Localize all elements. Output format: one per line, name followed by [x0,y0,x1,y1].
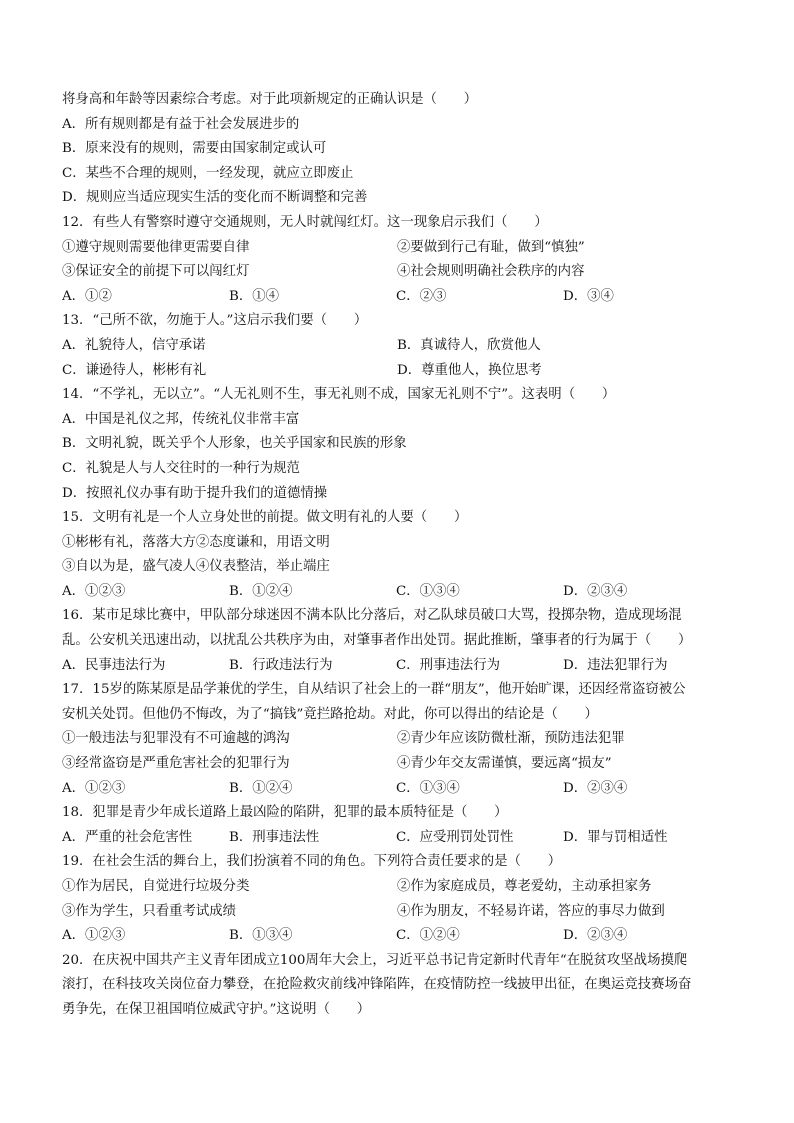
question-17-stem-line-2: 安机关处罚。但他仍不悔改，为了“搞钱”竟拦路抢劫。对此，你可以得出的结论是（ ） [62,706,598,722]
question-11-option-c: C．某些不合理的规则，一经发现，就应立即废止 [62,165,354,181]
question-20-stem-line-2: 滚打，在科技攻关岗位奋力攀登，在抢险救灾前线冲锋陷阵，在疫情防控一线披甲出征，在奥运竞技赛场奋 [62,977,692,993]
question-16-choice-b: B．行政违法行为 [229,657,333,673]
question-19-choices [62,924,732,949]
question-18-choice-b: B．刑事违法性 [229,829,320,845]
question-19-item-1: ①作为居民，自觉进行垃圾分类 [62,879,250,894]
question-17-item-2: ②青少年应该防微杜渐，预防违法犯罪 [397,731,625,747]
question-13-option-a: A．礼貌待人，信守承诺 [62,337,206,353]
question-11-stem: 将身高和年龄等因素综合考虑。对于此项新规定的正确认识是（ ） [62,92,478,107]
question-12-items-row-2 [62,260,732,285]
question-13-options-row-2 [62,359,732,384]
question-15-choice-b: B．①②④ [229,583,293,599]
question-17-choice-b: B．①②④ [229,780,293,796]
question-16-stem-line-1: 16．某市足球比赛中，甲队部分球迷因不满本队比分落后，对乙队球员破口大骂，投掷杂物，造成现场混 [62,608,682,624]
question-19-items-row-1 [62,875,732,900]
question-17-items-row-1 [62,727,732,752]
question-13-option-d: D．尊重他人，换位思考 [397,362,542,378]
question-19-choice-c: C．①②④ [396,928,460,944]
question-13-stem: 13．“己所不欲，勿施于人。”这启示我们要（ ） [62,313,368,329]
question-14-option-d: D．按照礼仪办事有助于提升我们的道德情操 [62,485,328,501]
question-16-choices [62,654,732,679]
question-13-options-row-1 [62,334,732,359]
question-15-choices [62,580,732,605]
question-19-choice-b: B．①③④ [229,928,293,944]
question-17-choice-c: C．①③④ [396,780,460,796]
question-11-option-a: A．所有规则都是有益于社会发展进步的 [62,116,300,132]
question-18-choice-d: D．罪与罚相适性 [563,829,668,845]
question-19-item-4: ④作为朋友，不轻易许诺，答应的事尽力做到 [397,903,665,919]
question-16-stem-line-2: 乱。公安机关迅速出动，以扰乱公共秩序为由，对肇事者作出处罚。据此推断，肇事者的行为属于（ ） [62,633,692,649]
question-17-choice-d: D．②③④ [563,780,628,796]
question-12-item-1: ①遵守规则需要他律更需要自律 [62,239,250,255]
question-12-choice-c: C．②③ [396,288,447,304]
question-16-choice-c: C．刑事违法行为 [396,657,500,673]
question-17-items-row-2 [62,752,732,777]
question-12-choice-d: D．③④ [563,288,614,304]
exam-page [62,88,732,1023]
question-14-stem: 14．“不学礼，无以立”。“人无礼则不生，事无礼则不成，国家无礼则不宁”。这表明（ ） [62,387,616,403]
question-12-item-4: ④社会规则明确社会秩序的内容 [397,264,585,280]
question-17-item-1: ①一般违法与犯罪没有不可逾越的鸿沟 [62,731,290,747]
question-14-option-c: C．礼貌是人与人交往时的一种行为规范 [62,460,300,476]
question-12-item-2: ②要做到行己有耻，做到“慎独” [397,239,585,255]
question-16-choice-d: D．违法犯罪行为 [563,657,668,673]
question-18-choice-a: A．严重的社会危害性 [62,829,193,845]
question-12-items-row-1 [62,236,732,261]
question-18-choices [62,826,732,851]
question-15-choice-a: A．①②③ [62,583,126,599]
question-19-items-row-2 [62,900,732,925]
question-15-choice-c: C．①③④ [396,583,460,599]
question-17-item-3: ③经常盗窃是严重危害社会的犯罪行为 [62,756,290,772]
question-14-option-b: B．文明礼貌，既关乎个人形象，也关乎国家和民族的形象 [62,436,407,452]
question-15-items-1: ①彬彬有礼，落落大方②态度谦和，用语文明 [62,534,330,550]
question-12-choices [62,285,732,310]
question-13-option-b: B．真诚待人，欣赏他人 [397,337,541,353]
question-18-choice-c: C．应受刑罚处罚性 [396,829,514,845]
question-11-option-b: B．原来没有的规则，需要由国家制定或认可 [62,141,327,157]
question-17-item-4: ④青少年交友需谨慎，要远离“损友” [397,756,612,772]
question-19-item-2: ②作为家庭成员，尊老爱幼，主动承担家务 [397,879,652,894]
question-17-choice-a: A．①②③ [62,780,126,796]
question-14-option-a: A．中国是礼仪之邦，传统礼仪非常丰富 [62,411,300,427]
question-18-stem: 18．犯罪是青少年成长道路上最凶险的陷阱，犯罪的最本质特征是（ ） [62,805,508,821]
question-19-choice-a: A．①②③ [62,928,126,944]
question-11-option-d: D．规则应当适应现实生活的变化而不断调整和完善 [62,190,368,206]
question-12-stem: 12．有些人有警察时遵守交通规则，无人时就闯红灯。这一现象启示我们（ ） [62,214,548,230]
question-20-stem-line-3: 勇争先，在保卫祖国哨位威武守护。”这说明（ ） [62,1001,371,1017]
question-12-choice-b: B．①④ [229,288,280,304]
question-15-choice-d: D．②③④ [563,583,628,599]
question-17-choices [62,777,732,802]
question-19-choice-d: D．②③④ [563,928,628,944]
question-15-stem: 15．文明有礼是一个人立身处世的前提。做文明有礼的人要（ ） [62,510,468,526]
question-13-option-c: C．谦逊待人，彬彬有礼 [62,362,207,378]
question-19-stem: 19．在社会生活的舞台上，我们扮演着不同的角色。下列符合责任要求的是（ ） [62,854,562,870]
question-15-items-2: ③自以为是，盛气凌人④仪表整洁，举止端庄 [62,559,330,575]
question-12-choice-a: A．①② [62,288,112,304]
question-20-stem-line-1: 20．在庆祝中国共产主义青年团成立100周年大会上，习近平总书记肯定新时代青年“在脱贫攻坚战场摸爬 [62,952,688,968]
question-19-item-3: ③作为学生，只看重考试成绩 [62,903,237,919]
question-12-item-3: ③保证安全的前提下可以闯红灯 [62,264,250,280]
question-17-stem-line-1: 17．15岁的陈某原是品学兼优的学生，自从结识了社会上的一群“朋友”，他开始旷课，还因经常盗窃被公 [62,682,686,698]
question-16-choice-a: A．民事违法行为 [62,657,166,673]
